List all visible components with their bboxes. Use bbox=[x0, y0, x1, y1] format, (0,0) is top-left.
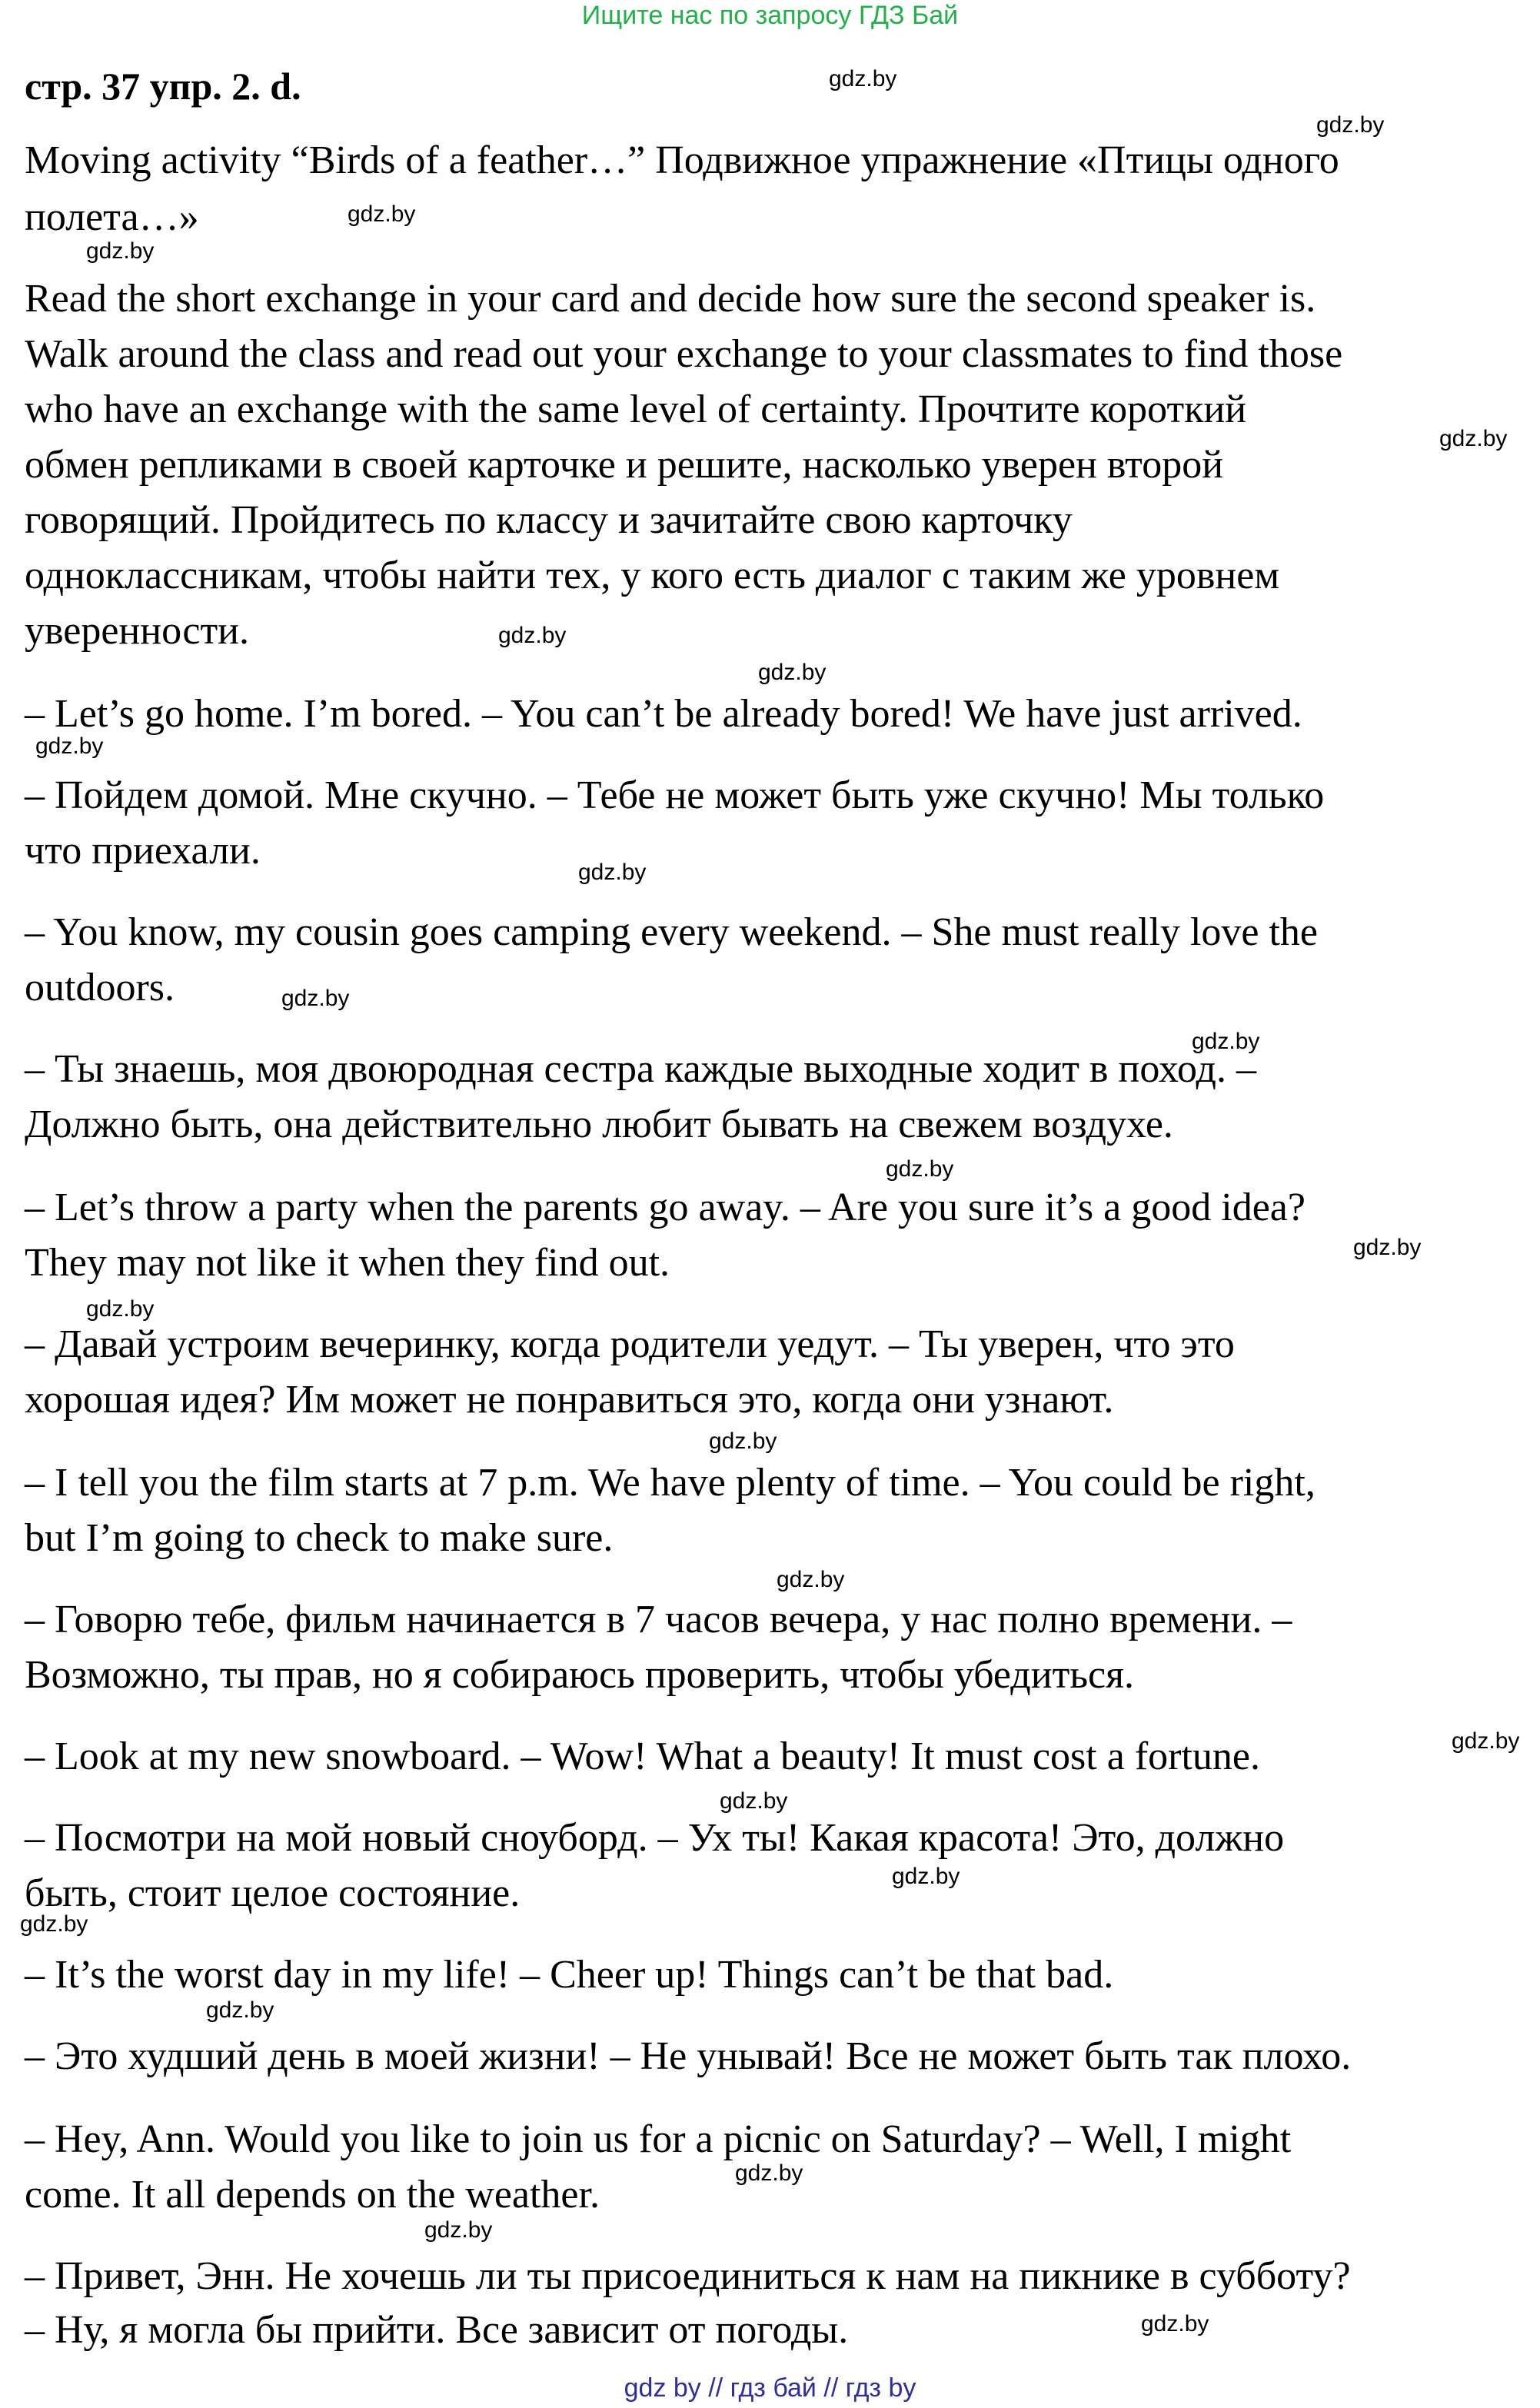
text-line: – Ну, я могла бы прийти. Все зависит от погоды. bbox=[25, 2308, 849, 2352]
text-line: одноклассникам, чтобы найти тех, у кого есть диалог с таким же уровнем bbox=[25, 554, 1280, 597]
text-line: полета…» bbox=[25, 195, 199, 239]
top-search-link[interactable]: Ищите нас по запросу ГДЗ Бай bbox=[581, 1, 959, 30]
text-line: говорящий. Пройдитесь по классу и зачитайте свою карточку bbox=[25, 498, 1073, 542]
watermark: gdz.by bbox=[281, 986, 350, 1011]
text-line: – Привет, Энн. Не хочешь ли ты присоединиться к нам на пикнике в субботу? bbox=[25, 2254, 1351, 2298]
watermark: gdz.by bbox=[709, 1429, 777, 1454]
text-line: They may not like it when they find out. bbox=[25, 1241, 670, 1285]
watermark: gdz.by bbox=[35, 733, 104, 759]
text-line: Walk around the class and read out your exchange to your classmates to find those bbox=[25, 332, 1343, 376]
text-line: – Давай устроим вечеринку, когда родители уедут. – Ты уверен, что это bbox=[25, 1322, 1235, 1366]
text-line: – Let’s go home. I’m bored. – You can’t be already bored! We have just arrived. bbox=[25, 692, 1302, 736]
text-line: come. It all depends on the weather. bbox=[25, 2173, 600, 2217]
watermark: gdz.by bbox=[892, 1864, 960, 1889]
text-line: – Говорю тебе, фильм начинается в 7 часов вечера, у нас полно времени. – bbox=[25, 1598, 1292, 1641]
watermark: gdz.by bbox=[1316, 112, 1385, 138]
text-line: – I tell you the film starts at 7 p.m. We have plenty of time. – You could be right, bbox=[25, 1461, 1315, 1505]
text-line: хорошая идея? Им может не понравиться это, когда они узнают. bbox=[25, 1378, 1114, 1422]
text-line: – Это худший день в моей жизни! – Не унывай! Все не может быть так плохо. bbox=[25, 2034, 1352, 2078]
footer-links[interactable]: gdz by // гдз бай // гдз by bbox=[624, 2373, 916, 2403]
watermark: gdz.by bbox=[578, 860, 647, 885]
watermark: gdz.by bbox=[777, 1567, 845, 1592]
text-line: but I’m going to check to make sure. bbox=[25, 1516, 614, 1560]
watermark: gdz.by bbox=[886, 1156, 954, 1182]
text-line: быть, стоит целое состояние. bbox=[25, 1871, 521, 1915]
watermark: gdz.by bbox=[206, 1997, 274, 2023]
text-line: – It’s the worst day in my life! – Cheer up! Things can’t be that bad. bbox=[25, 1953, 1114, 1997]
watermark: gdz.by bbox=[1439, 426, 1508, 451]
text-line: – Посмотри на мой новый сноуборд. – Ух ты! Какая красота! Это, должно bbox=[25, 1816, 1285, 1860]
watermark: gdz.by bbox=[1141, 2311, 1209, 2336]
watermark: gdz.by bbox=[1192, 1029, 1260, 1054]
text-line: – Look at my new snowboard. – Wow! What a beauty! It must cost a fortune. bbox=[25, 1734, 1260, 1778]
watermark: gdz.by bbox=[1353, 1235, 1422, 1260]
text-line: – Hey, Ann. Would you like to join us for a picnic on Saturday? – Well, I might bbox=[25, 2117, 1292, 2161]
text-line: outdoors. bbox=[25, 966, 175, 1009]
watermark: gdz.by bbox=[758, 660, 827, 685]
watermark: gdz.by bbox=[86, 1296, 155, 1322]
text-line: Moving activity “Birds of a feather…” Подвижное упражнение «Птицы одного bbox=[25, 138, 1339, 182]
watermark: gdz.by bbox=[735, 2160, 803, 2186]
text-line: что приехали. bbox=[25, 829, 261, 873]
watermark: gdz.by bbox=[829, 66, 897, 91]
text-line: – Пойдем домой. Мне скучно. – Тебе не может быть уже скучно! Мы только bbox=[25, 773, 1325, 817]
text-line: Read the short exchange in your card and decide how sure the second speaker is. bbox=[25, 277, 1316, 321]
text-line: уверенности. bbox=[25, 609, 249, 653]
text-line: Должно быть, она действительно любит бывать на свежем воздухе. bbox=[25, 1103, 1173, 1146]
watermark: gdz.by bbox=[1452, 1728, 1520, 1754]
watermark: gdz.by bbox=[498, 623, 567, 648]
watermark: gdz.by bbox=[20, 1911, 88, 1937]
watermark: gdz.by bbox=[348, 201, 416, 227]
watermark: gdz.by bbox=[424, 2217, 493, 2243]
text-line: Возможно, ты прав, но я собираюсь проверить, чтобы убедиться. bbox=[25, 1653, 1135, 1697]
page-heading: стр. 37 упр. 2. d. bbox=[25, 65, 301, 108]
text-line: who have an exchange with the same level of certainty. Прочтите короткий bbox=[25, 387, 1247, 431]
watermark: gdz.by bbox=[86, 238, 155, 264]
watermark: gdz.by bbox=[720, 1788, 788, 1814]
text-line: – Ты знаешь, моя двоюродная сестра каждые выходные ходит в поход. – bbox=[25, 1047, 1256, 1091]
text-line: обмен репликами в своей карточке и решите, насколько уверен второй bbox=[25, 443, 1224, 487]
text-line: – Let’s throw a party when the parents go away. – Are you sure it’s a good idea? bbox=[25, 1186, 1306, 1229]
text-line: – You know, my cousin goes camping every weekend. – She must really love the bbox=[25, 910, 1319, 954]
